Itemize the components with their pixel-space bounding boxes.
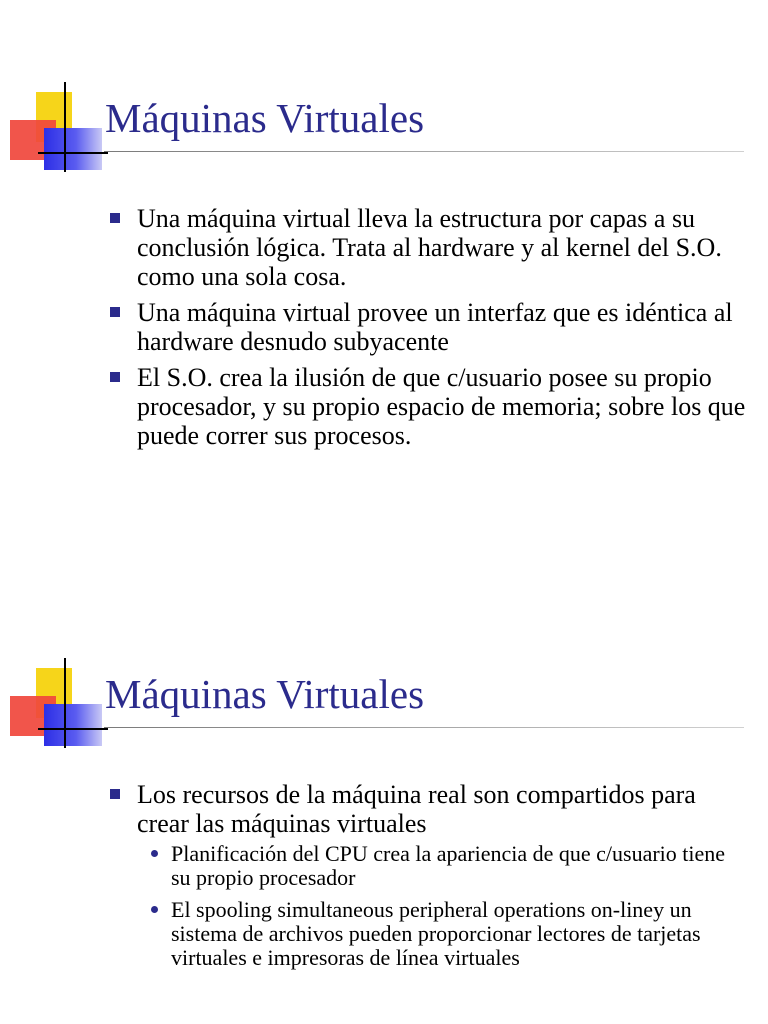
sub-bullet-text: Planificación del CPU crea la apariencia de que c/usuario tiene su propio procesador [171, 841, 726, 890]
bullet-item [106, 204, 746, 291]
bullet-text: Los recursos de la máquina real son compartidos para crear las máquinas virtuales [137, 780, 696, 838]
bullet-text: El S.O. crea la ilusión de que c/usuario posee su propio procesador, y su propio espacio de memoria; sobre los que puede correr sus procesos. [137, 363, 746, 450]
slide-logo-icon [0, 82, 110, 182]
bullet-text: Una máquina virtual provee un interfaz que es idéntica al hardware desnudo subyacente [137, 298, 733, 356]
sub-bullet-list [137, 842, 746, 970]
square-bullet-icon [110, 789, 120, 799]
bullet-text: Una máquina virtual lleva la estructura por capas a su conclusión lógica. Trata al hardware y al kernel del S.O. como una sola cosa. [137, 204, 722, 291]
bullet-item [106, 780, 746, 970]
square-bullet-icon [110, 307, 120, 317]
slide-title: Máquinas Virtuales [105, 671, 425, 717]
title-rule [104, 151, 744, 152]
square-bullet-icon [110, 372, 120, 382]
sub-bullet-item [137, 898, 746, 970]
bullet-list [106, 204, 746, 457]
title-rule [104, 727, 744, 728]
slide-2 [0, 576, 768, 1024]
slide-title: Máquinas Virtuales [105, 95, 425, 141]
bullet-item [106, 298, 746, 356]
square-bullet-icon [110, 213, 120, 223]
sub-bullet-text: El spooling simultaneous peripheral operations on-liney un sistema de archivos pueden proporcionar lectores de tarjetas virtuales e impresoras de línea virtuales [171, 897, 701, 970]
bullet-list [106, 780, 746, 978]
slide-logo-icon [0, 658, 110, 758]
sub-bullet-item [137, 842, 746, 890]
round-bullet-icon [151, 906, 158, 913]
round-bullet-icon [151, 850, 158, 857]
bullet-item [106, 363, 746, 450]
